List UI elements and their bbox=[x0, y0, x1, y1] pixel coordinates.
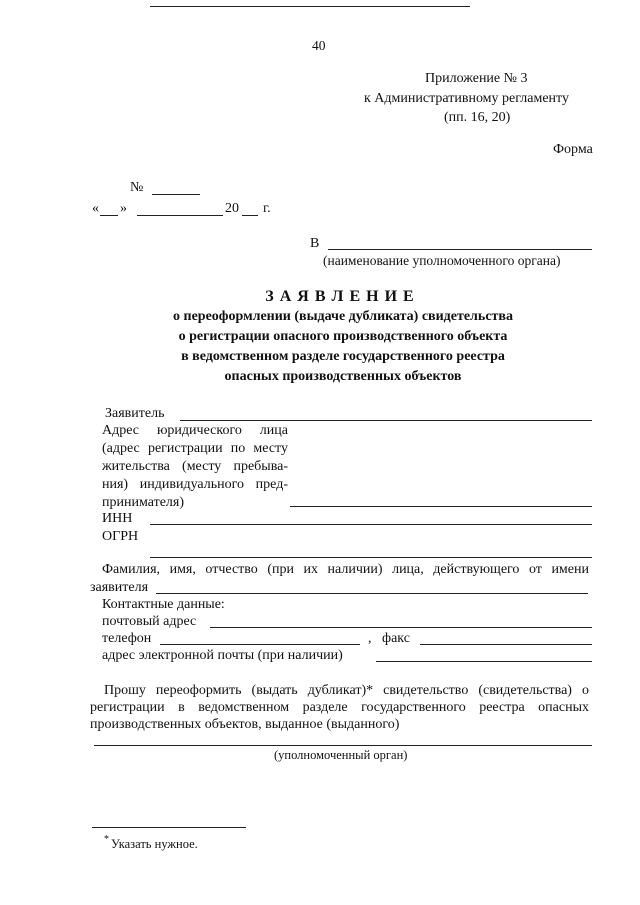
address-word: по bbox=[230, 441, 246, 456]
fax-blank[interactable] bbox=[420, 644, 592, 645]
footnote-rule bbox=[92, 827, 246, 828]
request-line-2 bbox=[90, 700, 589, 716]
request-word: государственного bbox=[361, 700, 466, 715]
footnote-text: Указать нужное. bbox=[111, 837, 198, 851]
representative-line-2: заявителя bbox=[90, 580, 149, 595]
fax-label: факс bbox=[382, 631, 410, 646]
appendix-line-2: к Административному регламенту bbox=[364, 91, 569, 106]
address-line-3 bbox=[102, 459, 288, 475]
address-line-2 bbox=[102, 441, 288, 457]
address-word: индивидуального bbox=[139, 477, 244, 492]
page-number: 40 bbox=[312, 38, 326, 53]
request-word: переоформить bbox=[155, 683, 242, 698]
request-word: разделе bbox=[302, 700, 348, 715]
address-word: лица bbox=[259, 423, 288, 438]
date-year-blank[interactable] bbox=[242, 215, 258, 216]
date-year-prefix: 20 bbox=[225, 201, 239, 216]
address-word: месту bbox=[253, 441, 288, 456]
rep-word: имени bbox=[551, 562, 589, 577]
request-word: реестра bbox=[479, 700, 525, 715]
address-word: регистрации bbox=[147, 441, 223, 456]
rep-word: их bbox=[303, 562, 319, 577]
address-word: юридического bbox=[156, 423, 242, 438]
date-close-quote: » bbox=[120, 201, 127, 216]
request-word: свидетельство bbox=[383, 683, 469, 698]
title-line-2: о регистрации опасного производственного объекта bbox=[178, 329, 508, 344]
address-word: (месту bbox=[182, 459, 222, 474]
issuer-blank[interactable] bbox=[94, 745, 592, 746]
top-rule bbox=[150, 6, 470, 7]
request-word: Прошу bbox=[104, 683, 146, 698]
request-word: (выдать bbox=[251, 683, 298, 698]
rep-word: Фамилия, bbox=[102, 562, 161, 577]
appendix-line-3: (пп. 16, 20) bbox=[444, 110, 511, 125]
issuer-caption: (уполномоченный орган) bbox=[274, 748, 408, 762]
rep-word: (при bbox=[267, 562, 294, 577]
applicant-label: Заявитель bbox=[105, 406, 165, 421]
address-word: ния) bbox=[102, 477, 129, 492]
date-year-suffix: г. bbox=[263, 201, 271, 216]
rep-word: наличии) bbox=[327, 562, 383, 577]
ogrn-blank[interactable] bbox=[150, 557, 592, 558]
date-month-blank[interactable] bbox=[137, 215, 223, 216]
address-word: Адрес bbox=[102, 423, 140, 438]
request-word: о bbox=[581, 683, 589, 698]
authority-caption: (наименование уполномоченного органа) bbox=[323, 253, 561, 268]
authority-blank[interactable] bbox=[328, 249, 592, 250]
address-word: пред- bbox=[255, 477, 288, 492]
rep-word: действующего bbox=[433, 562, 520, 577]
rep-word: лица, bbox=[392, 562, 424, 577]
representative-blank[interactable] bbox=[156, 593, 588, 594]
representative-line-1 bbox=[102, 562, 589, 578]
footnote-mark: * bbox=[104, 834, 109, 845]
ogrn-label: ОГРН bbox=[102, 529, 139, 544]
contacts-label: Контактные данные: bbox=[102, 597, 225, 612]
address-blank[interactable] bbox=[290, 506, 592, 507]
request-word: дубликат)* bbox=[307, 683, 374, 698]
inn-blank[interactable] bbox=[150, 524, 592, 525]
number-label: № bbox=[130, 180, 144, 195]
email-blank[interactable] bbox=[376, 661, 592, 662]
request-word: в bbox=[178, 700, 185, 715]
title-line-1: о переоформлении (выдаче дубликата) свидетельства bbox=[173, 309, 513, 324]
request-word: (свидетельства) bbox=[478, 683, 572, 698]
address-line-1 bbox=[102, 423, 288, 439]
request-word: ведомственном bbox=[198, 700, 290, 715]
inn-label: ИНН bbox=[102, 511, 133, 526]
address-word: пребыва- bbox=[233, 459, 288, 474]
address-line-5: принимателя) bbox=[102, 495, 185, 510]
email-label: адрес электронной почты (при наличии) bbox=[102, 648, 343, 663]
date-open-quote: « bbox=[92, 201, 99, 216]
request-line-3: производственных объектов, выданное (выданного) bbox=[90, 717, 400, 732]
address-line-4 bbox=[102, 477, 288, 493]
title-line-3: в ведомственном разделе государственного реестра bbox=[181, 349, 505, 364]
applicant-blank[interactable] bbox=[180, 420, 592, 421]
number-blank[interactable] bbox=[152, 194, 200, 195]
request-word: регистрации bbox=[90, 700, 165, 715]
phone-label: телефон bbox=[102, 631, 152, 646]
phone-blank[interactable] bbox=[160, 644, 360, 645]
rep-word: отчество bbox=[205, 562, 258, 577]
rep-word: имя, bbox=[169, 562, 196, 577]
to-prefix: В bbox=[310, 236, 320, 251]
request-line-1 bbox=[104, 683, 589, 699]
appendix-line-1: Приложение № 3 bbox=[425, 71, 528, 86]
postal-label: почтовый адрес bbox=[102, 614, 197, 629]
form-label: Форма bbox=[553, 142, 593, 157]
date-day-blank[interactable] bbox=[100, 215, 118, 216]
title-heading: З А Я В Л Е Н И Е bbox=[265, 288, 415, 305]
rep-word: от bbox=[528, 562, 542, 577]
phone-fax-comma: , bbox=[368, 631, 372, 646]
postal-blank[interactable] bbox=[210, 627, 592, 628]
address-word: (адрес bbox=[102, 441, 140, 456]
title-line-4: опасных производственных объектов bbox=[224, 369, 462, 384]
address-word: жительства bbox=[102, 459, 170, 474]
request-word: опасных bbox=[538, 700, 589, 715]
